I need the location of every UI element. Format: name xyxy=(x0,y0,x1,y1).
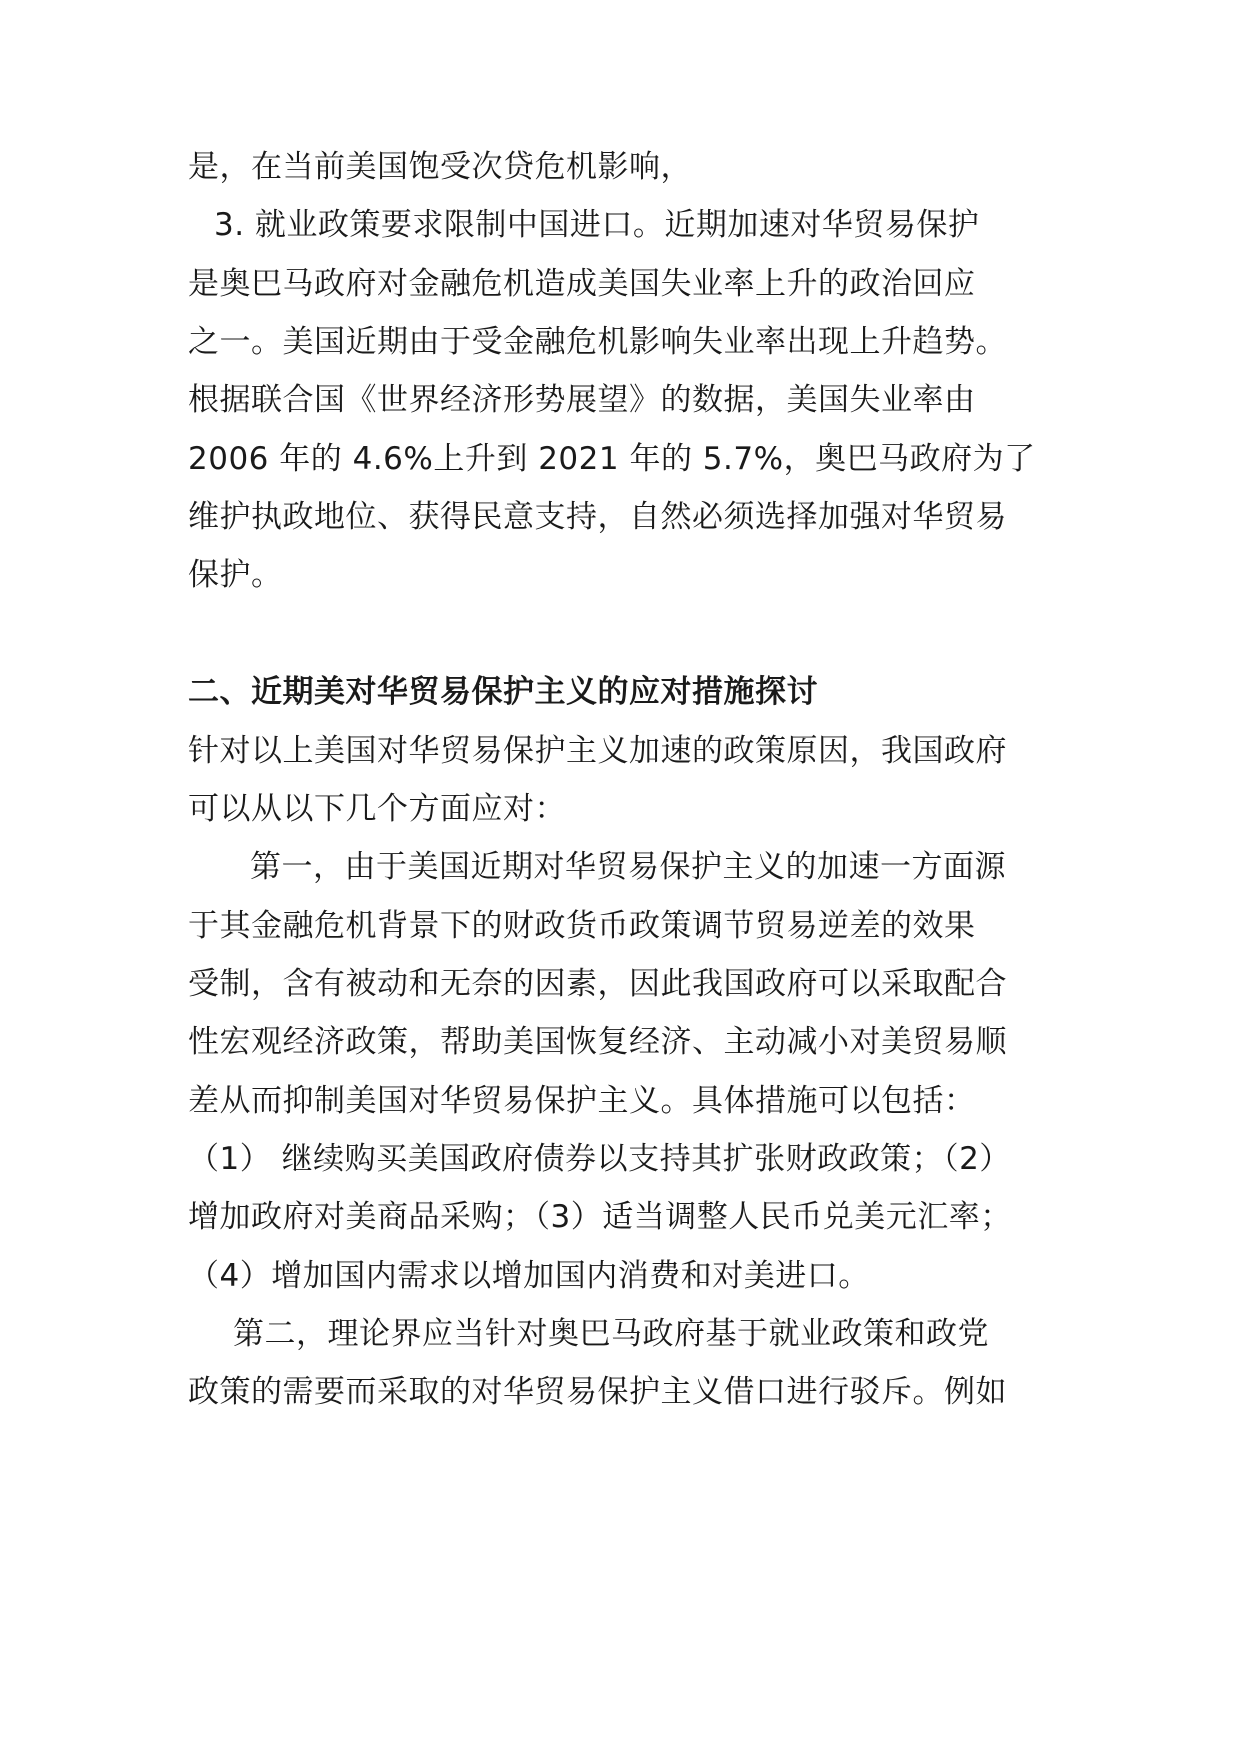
text-line-17: （1） 继续购买美国政府债券以支持其扩张财政政策；（2） xyxy=(188,1141,1011,1177)
text-line-19: （4）增加国内需求以增加国内消费和对美进口。 xyxy=(188,1258,870,1294)
text-line-4: 之一。美国近期由于受金融危机影响失业率出现上升趋势。 xyxy=(188,324,1007,360)
text-line-16: 差从而抑制美国对华贸易保护主义。具体措施可以包括： xyxy=(188,1083,976,1119)
text-line-7: 维护执政地位、获得民意支持，自然必须选择加强对华贸易 xyxy=(188,499,1007,535)
text-line-1: 是，在当前美国饱受次贷危机影响， xyxy=(188,149,692,185)
text-line-10: 针对以上美国对华贸易保护主义加速的政策原因，我国政府 xyxy=(188,733,1007,769)
text-line-2: 3. 就业政策要求限制中国进口。近期加速对华贸易保护 xyxy=(214,207,980,243)
text-line-13: 于其金融危机背景下的财政货币政策调节贸易逆差的效果 xyxy=(188,908,976,944)
text-line-12: 第一，由于美国近期对华贸易保护主义的加速一方面源 xyxy=(250,849,1006,885)
section-heading: 二、近期美对华贸易保护主义的应对措施探讨 xyxy=(188,674,818,710)
text-line-14: 受制，含有被动和无奈的因素，因此我国政府可以采取配合 xyxy=(188,966,1007,1002)
text-line-18: 增加政府对美商品采购；（3）适当调整人民币兑美元汇率； xyxy=(188,1199,1012,1235)
text-line-11: 可以从以下几个方面应对： xyxy=(188,791,566,827)
text-line-8: 保护。 xyxy=(188,557,283,593)
text-line-5: 根据联合国《世界经济形势展望》的数据，美国失业率由 xyxy=(188,382,976,418)
text-line-3: 是奥巴马政府对金融危机造成美国失业率上升的政治回应 xyxy=(188,266,976,302)
text-line-20: 第二，理论界应当针对奥巴马政府基于就业政策和政党 xyxy=(233,1316,989,1352)
text-line-21: 政策的需要而采取的对华贸易保护主义借口进行驳斥。例如 xyxy=(188,1374,1007,1410)
text-line-15: 性宏观经济政策，帮助美国恢复经济、主动减小对美贸易顺 xyxy=(188,1024,1007,1060)
text-line-6: 2006 年的 4.6%上升到 2021 年的 5.7%，奥巴马政府为了 xyxy=(188,441,1036,477)
